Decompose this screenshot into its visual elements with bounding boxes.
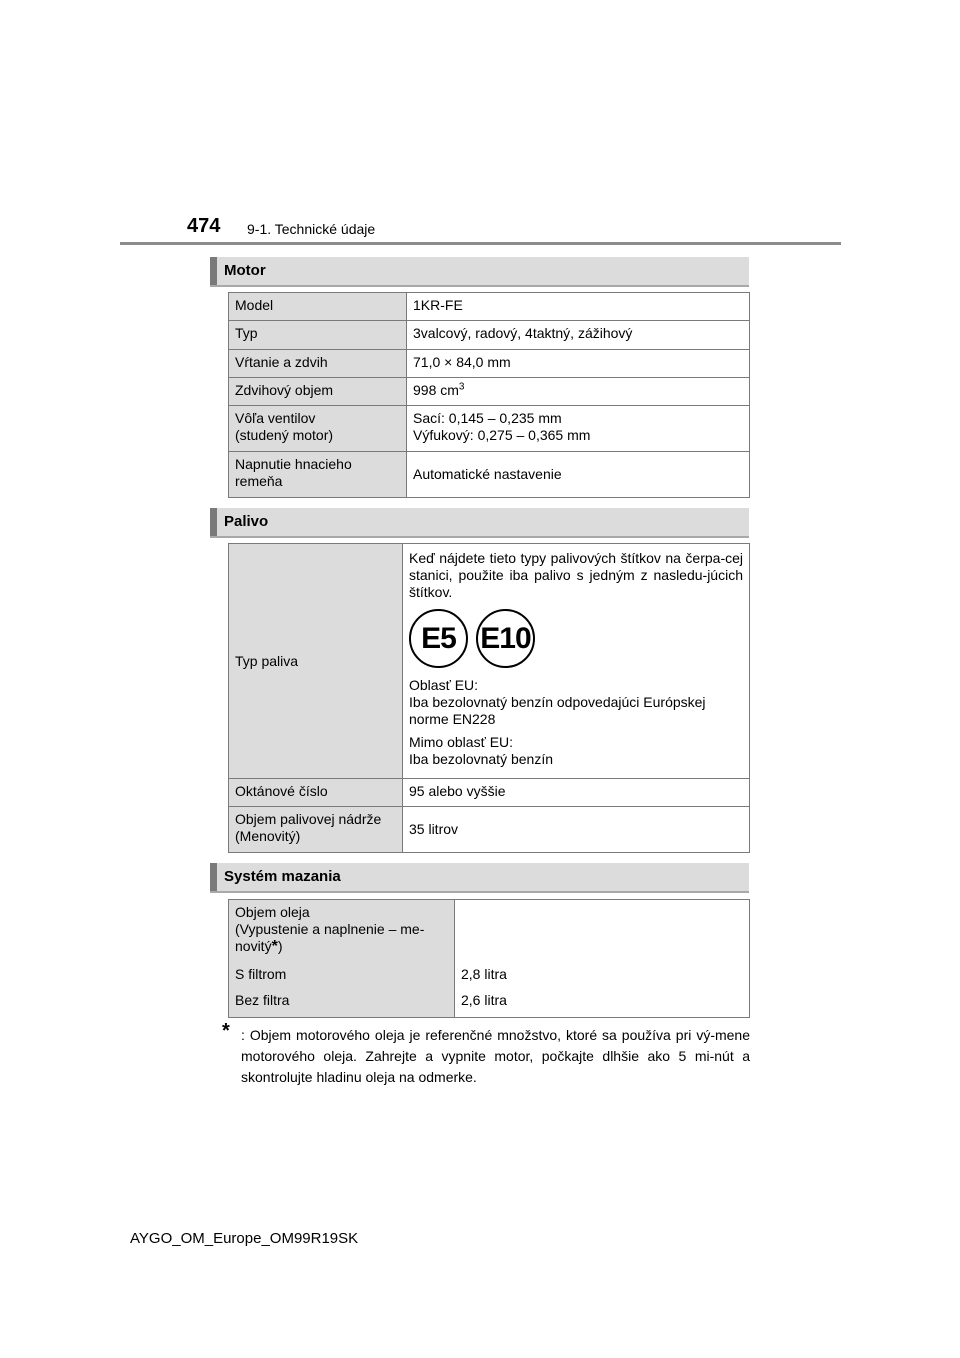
row-label bbox=[229, 900, 455, 962]
footnote-text: : Objem motorového oleja je referenčné množstvo, ktoré sa používa pri vý-mene motorového oleja. Zahrejte a vypnite motor, počkajte dlhšie ako 5 mi-nút a skontrolujte hladinu oleja na odmerke. bbox=[241, 1027, 750, 1085]
motor-table bbox=[228, 292, 750, 498]
footnote bbox=[222, 1020, 750, 1088]
section-header-palivo bbox=[210, 508, 749, 538]
row-label: Model bbox=[229, 293, 407, 321]
label-line: (studený motor) bbox=[235, 427, 334, 443]
fuel-table bbox=[228, 543, 750, 853]
row-value: Automatické nastavenie bbox=[407, 452, 750, 498]
section-bar bbox=[210, 863, 217, 891]
row-value bbox=[407, 378, 750, 406]
value-line: Výfukový: 0,275 – 0,365 mm bbox=[413, 427, 591, 443]
row-label bbox=[229, 807, 403, 853]
table-row bbox=[229, 900, 750, 962]
label-line bbox=[235, 938, 448, 955]
table-row bbox=[229, 988, 750, 1018]
row-label: Typ paliva bbox=[229, 544, 403, 779]
row-label bbox=[229, 406, 407, 452]
row-label: S filtrom bbox=[229, 962, 455, 988]
table-row bbox=[229, 321, 750, 350]
row-label: Vŕtanie a zdvih bbox=[229, 350, 407, 378]
e5-fuel-label-icon: E5 bbox=[409, 609, 468, 668]
row-label: Oktánové číslo bbox=[229, 779, 403, 807]
table-row bbox=[229, 378, 750, 406]
chapter-title: 9-1. Technické údaje bbox=[247, 221, 376, 237]
label-line: remeňa bbox=[235, 473, 283, 489]
row-value bbox=[407, 406, 750, 452]
superscript: 3 bbox=[458, 381, 465, 393]
table-row bbox=[229, 807, 750, 853]
label-line: Objem palivovej nádrže bbox=[235, 811, 382, 827]
row-label: Typ bbox=[229, 321, 407, 350]
row-value: 2,8 litra bbox=[455, 962, 750, 988]
label-part: ) bbox=[277, 938, 283, 954]
footnote-marker: * bbox=[222, 1020, 230, 1042]
label-line: Napnutie hnacieho bbox=[235, 456, 352, 472]
section-header-mazanie bbox=[210, 863, 749, 893]
section-bar bbox=[210, 508, 217, 536]
section-title-motor: Motor bbox=[224, 262, 266, 279]
section-header-motor bbox=[210, 257, 749, 287]
fuel-labels bbox=[409, 609, 743, 668]
table-row bbox=[229, 544, 750, 779]
section-title-palivo: Palivo bbox=[224, 513, 269, 530]
table-row bbox=[229, 962, 750, 988]
row-value: 3valcový, radový, 4taktný, zážihový bbox=[407, 321, 750, 350]
row-value: 2,6 litra bbox=[455, 988, 750, 1018]
section-title-mazanie: Systém mazania bbox=[224, 868, 341, 885]
label-line: (Vypustenie a naplnenie – me- bbox=[235, 921, 425, 937]
label-line: (Menovitý) bbox=[235, 828, 301, 844]
table-row bbox=[229, 406, 750, 452]
row-value bbox=[455, 900, 750, 962]
section-bar bbox=[210, 257, 217, 285]
row-label: Zdvihový objem bbox=[229, 378, 407, 406]
table-row bbox=[229, 350, 750, 378]
row-value: 1KR-FE bbox=[407, 293, 750, 321]
row-value bbox=[403, 544, 750, 779]
table-row bbox=[229, 779, 750, 807]
value-line: Sací: 0,145 – 0,235 mm bbox=[413, 410, 562, 426]
table-row bbox=[229, 293, 750, 321]
e10-fuel-label-icon: E10 bbox=[476, 609, 535, 668]
eu-title: Oblasť EU: bbox=[409, 677, 479, 693]
row-label bbox=[229, 452, 407, 498]
document-id: AYGO_OM_Europe_OM99R19SK bbox=[130, 1230, 359, 1247]
oil-table bbox=[228, 899, 750, 1018]
label-line: Objem oleja bbox=[235, 904, 310, 920]
noneu-title: Mimo oblasť EU: bbox=[409, 734, 514, 750]
page-number: 474 bbox=[187, 215, 221, 237]
noneu-text: Iba bezolovnatý benzín bbox=[409, 751, 553, 767]
row-label: Bez filtra bbox=[229, 988, 455, 1018]
label-part: novitý bbox=[235, 938, 272, 954]
footnote-marker: * bbox=[271, 938, 278, 955]
row-value: 71,0 × 84,0 mm bbox=[407, 350, 750, 378]
label-line: Vôľa ventilov bbox=[235, 410, 316, 426]
row-value: 95 alebo vyššie bbox=[403, 779, 750, 807]
table-row bbox=[229, 452, 750, 498]
fuel-intro-text: Keď nájdete tieto typy palivových štítkov na čerpa-cej stanici, použite iba palivo s jedným z nasledu-júcich štítkov. bbox=[409, 550, 743, 600]
displacement-value: 998 cm bbox=[413, 382, 459, 398]
header-rule bbox=[120, 242, 841, 245]
eu-text: Iba bezolovnatý benzín odpovedajúci Európskej norme EN228 bbox=[409, 694, 706, 727]
row-value: 35 litrov bbox=[403, 807, 750, 853]
